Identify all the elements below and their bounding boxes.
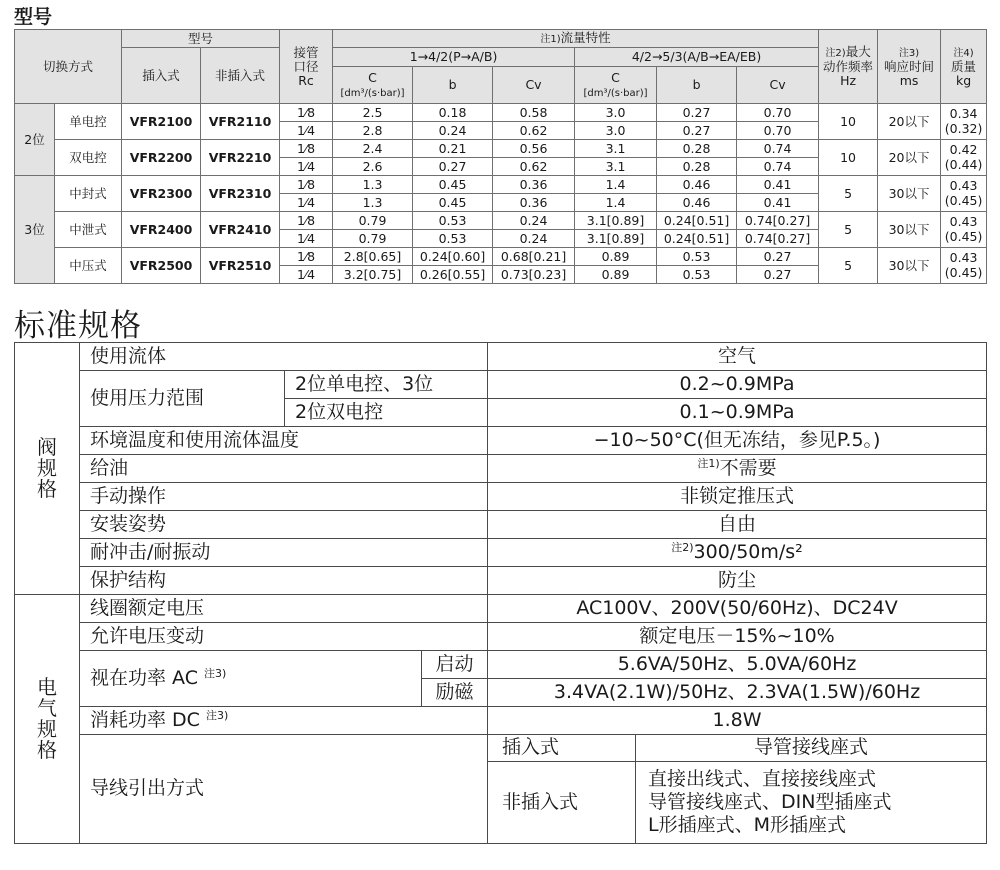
spec-row-fluid xyxy=(15,343,987,371)
flow-c-2: 3.1[0.89] xyxy=(575,212,657,230)
power-dc-label: 消耗功率 DC $^{注3)}$ xyxy=(80,707,488,735)
response-time: 30以下 xyxy=(878,248,941,284)
mass-alt-value: (0.45) xyxy=(944,264,983,280)
port-size: 1⁄4 xyxy=(280,266,333,284)
impact-value: $^{注2)}$300/50m/s² xyxy=(488,539,987,567)
flow-c-1: 0.79 xyxy=(333,212,413,230)
flow-c-2: 0.89 xyxy=(575,248,657,266)
spec-row-power-dc xyxy=(15,707,987,735)
flow-cv-1: 0.68[0.21] xyxy=(493,248,575,266)
model-plug-in: VFR2400 xyxy=(122,212,201,248)
flow-c-1: 2.8 xyxy=(333,122,413,140)
port-size: 1⁄4 xyxy=(280,122,333,140)
apparent-power-sub2: 励磁 xyxy=(422,679,488,707)
lubrication-label: 给油 xyxy=(80,455,488,483)
mass-alt-value: (0.45) xyxy=(944,228,983,244)
coil-voltage-label: 线圈额定电压 xyxy=(80,595,488,623)
model-non-plug-in: VFR2110 xyxy=(201,104,280,140)
flow-b-1: 0.24 xyxy=(413,122,493,140)
spec-row-mounting xyxy=(15,511,987,539)
flow-b-2: 0.24[0.51] xyxy=(657,230,737,248)
mass-alt-value: (0.44) xyxy=(944,156,983,172)
flow-c-1: 2.4 xyxy=(333,140,413,158)
apparent-power-label: 视在功率 AC $^{注3)}$ xyxy=(80,651,422,707)
category-valve: 阀 规 格 xyxy=(15,343,80,595)
flow-cv-2: 0.74 xyxy=(737,158,819,176)
mass-value: 0.34 xyxy=(949,106,978,122)
model-row xyxy=(15,140,987,158)
spec-row-pressure-1 xyxy=(15,371,987,399)
flow-b-2: 0.53 xyxy=(657,266,737,284)
mass xyxy=(941,248,987,284)
spec-row-voltage-fluct xyxy=(15,623,987,651)
flow-c-2: 3.1 xyxy=(575,158,657,176)
header-non-plug-in: 非插入式 xyxy=(201,48,280,104)
impact-label: 耐冲击/耐振动 xyxy=(80,539,488,567)
pressure-value2: 0.1~0.9MPa xyxy=(488,399,987,427)
flow-c-1: 2.6 xyxy=(333,158,413,176)
model-row xyxy=(15,212,987,230)
header-switch-method: 切换方式 xyxy=(15,30,122,104)
model-table xyxy=(14,29,987,284)
mass xyxy=(941,212,987,248)
flow-c-2: 3.0 xyxy=(575,122,657,140)
header-max-frequency: 注2)最大 动作频率 Hz xyxy=(819,30,878,104)
wiring-line: 直接出线式、直接接线座式 xyxy=(648,767,877,790)
header-cv-2: Cv xyxy=(737,67,819,104)
flow-c-1: 1.3 xyxy=(333,194,413,212)
model-plug-in: VFR2200 xyxy=(122,140,201,176)
header-c-1: C [dm³/(s·bar)] xyxy=(333,67,413,104)
flow-b-1: 0.26[0.55] xyxy=(413,266,493,284)
max-frequency: 5 xyxy=(819,176,878,212)
wiring-value2 xyxy=(636,762,987,844)
flow-cv-1: 0.58 xyxy=(493,104,575,122)
flow-c-1: 1.3 xyxy=(333,176,413,194)
port-size: 1⁄4 xyxy=(280,158,333,176)
port-size: 1⁄8 xyxy=(280,212,333,230)
mass-alt-value: (0.45) xyxy=(944,192,983,208)
model-plug-in: VFR2100 xyxy=(122,104,201,140)
max-frequency: 10 xyxy=(819,104,878,140)
model-row xyxy=(15,248,987,266)
enclosure-label: 保护结构 xyxy=(80,567,488,595)
position-group: 2位 xyxy=(15,104,55,176)
category-electrical: 电 气 规 格 xyxy=(15,595,80,844)
spec-row-apparent-power-1 xyxy=(15,651,987,679)
flow-c-2: 0.89 xyxy=(575,266,657,284)
flow-c-1: 2.5 xyxy=(333,104,413,122)
wiring-sub2: 非插入式 xyxy=(488,762,636,844)
coil-voltage-value: AC100V、200V(50/60Hz)、DC24V xyxy=(488,595,987,623)
flow-b-2: 0.24[0.51] xyxy=(657,212,737,230)
flow-cv-1: 0.56 xyxy=(493,140,575,158)
manual-label: 手动操作 xyxy=(80,483,488,511)
flow-cv-2: 0.74[0.27] xyxy=(737,230,819,248)
flow-cv-2: 0.41 xyxy=(737,176,819,194)
pressure-label: 使用压力范围 xyxy=(80,371,285,427)
mounting-value: 自由 xyxy=(488,511,987,539)
response-time: 20以下 xyxy=(878,140,941,176)
flow-cv-2: 0.27 xyxy=(737,266,819,284)
port-size: 1⁄8 xyxy=(280,176,333,194)
port-size: 1⁄8 xyxy=(280,140,333,158)
flow-b-1: 0.53 xyxy=(413,212,493,230)
wiring-label: 导线引出方式 xyxy=(80,735,488,844)
header-model: 型号 xyxy=(122,30,280,48)
flow-c-1: 3.2[0.75] xyxy=(333,266,413,284)
manual-value: 非锁定推压式 xyxy=(488,483,987,511)
port-size: 1⁄8 xyxy=(280,104,333,122)
mass-value: 0.43 xyxy=(949,178,978,194)
fluid-label: 使用流体 xyxy=(80,343,488,371)
pressure-sub2: 2位双电控 xyxy=(285,399,488,427)
mass xyxy=(941,176,987,212)
flow-b-1: 0.21 xyxy=(413,140,493,158)
header-c-2: C [dm³/(s·bar)] xyxy=(575,67,657,104)
power-dc-value: 1.8W xyxy=(488,707,987,735)
spec-section-title: 标准规格 xyxy=(14,308,142,344)
flow-b-2: 0.28 xyxy=(657,140,737,158)
flow-b-2: 0.27 xyxy=(657,104,737,122)
wiring-line: 导管接线座式、DIN型插座式 xyxy=(648,790,892,813)
actuation-type: 双电控 xyxy=(55,140,122,176)
port-size: 1⁄4 xyxy=(280,230,333,248)
header-cv-1: Cv xyxy=(493,67,575,104)
apparent-power-value1: 5.6VA/50Hz、5.0VA/60Hz xyxy=(488,651,987,679)
max-frequency: 10 xyxy=(819,140,878,176)
actuation-type: 单电控 xyxy=(55,104,122,140)
temperature-value: −10~50°C(但无冻结，参见P.5。) xyxy=(488,427,987,455)
mounting-label: 安装姿势 xyxy=(80,511,488,539)
mass xyxy=(941,104,987,140)
model-section-title: 型号 xyxy=(14,6,53,28)
flow-cv-1: 0.24 xyxy=(493,212,575,230)
flow-b-2: 0.46 xyxy=(657,194,737,212)
model-row xyxy=(15,104,987,122)
flow-b-1: 0.27 xyxy=(413,158,493,176)
header-b-2: b xyxy=(657,67,737,104)
wiring-line: L形插座式、M形插座式 xyxy=(648,814,846,837)
flow-cv-1: 0.62 xyxy=(493,122,575,140)
actuation-type: 中压式 xyxy=(55,248,122,284)
model-plug-in: VFR2300 xyxy=(122,176,201,212)
flow-cv-2: 0.27 xyxy=(737,248,819,266)
port-size: 1⁄4 xyxy=(280,194,333,212)
flow-cv-1: 0.24 xyxy=(493,230,575,248)
flow-cv-2: 0.70 xyxy=(737,122,819,140)
header-flow: 注1)流量特性 xyxy=(333,30,819,48)
max-frequency: 5 xyxy=(819,248,878,284)
max-frequency: 5 xyxy=(819,212,878,248)
model-row xyxy=(15,176,987,194)
spec-row-temperature xyxy=(15,427,987,455)
spec-row-impact xyxy=(15,539,987,567)
wiring-value1: 导管接线座式 xyxy=(636,735,987,762)
flow-c-2: 1.4 xyxy=(575,176,657,194)
mass-value: 0.42 xyxy=(949,142,978,158)
wiring-sub1: 插入式 xyxy=(488,735,636,762)
port-size: 1⁄8 xyxy=(280,248,333,266)
voltage-fluct-label: 允许电压变动 xyxy=(80,623,488,651)
header-b-1: b xyxy=(413,67,493,104)
flow-c-2: 3.1 xyxy=(575,140,657,158)
header-flow-b: 4/2→5/3(A/B→EA/EB) xyxy=(575,48,819,67)
flow-cv-2: 0.70 xyxy=(737,104,819,122)
voltage-fluct-value: 额定电压－15%~10% xyxy=(488,623,987,651)
model-non-plug-in: VFR2410 xyxy=(201,212,280,248)
fluid-value: 空气 xyxy=(488,343,987,371)
flow-b-1: 0.18 xyxy=(413,104,493,122)
header-flow-a: 1→4/2(P→A/B) xyxy=(333,48,575,67)
flow-c-2: 3.1[0.89] xyxy=(575,230,657,248)
flow-b-1: 0.45 xyxy=(413,176,493,194)
model-plug-in: VFR2500 xyxy=(122,248,201,284)
flow-cv-2: 0.41 xyxy=(737,194,819,212)
flow-cv-1: 0.36 xyxy=(493,194,575,212)
flow-b-1: 0.53 xyxy=(413,230,493,248)
temperature-label: 环境温度和使用流体温度 xyxy=(80,427,488,455)
flow-c-2: 3.0 xyxy=(575,104,657,122)
header-response-time: 注3) 响应时间 ms xyxy=(878,30,941,104)
response-time: 20以下 xyxy=(878,104,941,140)
mass-alt-value: (0.32) xyxy=(944,120,983,136)
model-non-plug-in: VFR2210 xyxy=(201,140,280,176)
apparent-power-sub1: 启动 xyxy=(422,651,488,679)
header-mass: 注4) 质量 kg xyxy=(941,30,987,104)
position-group: 3位 xyxy=(15,176,55,284)
spec-row-coil-voltage xyxy=(15,595,987,623)
response-time: 30以下 xyxy=(878,176,941,212)
mass-value: 0.43 xyxy=(949,214,978,230)
flow-b-2: 0.53 xyxy=(657,248,737,266)
flow-c-2: 1.4 xyxy=(575,194,657,212)
model-table-body xyxy=(15,104,987,284)
actuation-type: 中封式 xyxy=(55,176,122,212)
apparent-power-value2: 3.4VA(2.1W)/50Hz、2.3VA(1.5W)/60Hz xyxy=(488,679,987,707)
spec-row-lubrication xyxy=(15,455,987,483)
model-non-plug-in: VFR2310 xyxy=(201,176,280,212)
flow-cv-2: 0.74[0.27] xyxy=(737,212,819,230)
response-time: 30以下 xyxy=(878,212,941,248)
mass-value: 0.43 xyxy=(949,250,978,266)
actuation-type: 中泄式 xyxy=(55,212,122,248)
flow-b-2: 0.27 xyxy=(657,122,737,140)
pressure-sub1: 2位单电控、3位 xyxy=(285,371,488,399)
spec-row-enclosure xyxy=(15,567,987,595)
flow-cv-1: 0.62 xyxy=(493,158,575,176)
spec-table xyxy=(14,342,987,844)
flow-b-2: 0.28 xyxy=(657,158,737,176)
model-non-plug-in: VFR2510 xyxy=(201,248,280,284)
flow-cv-1: 0.36 xyxy=(493,176,575,194)
header-port-size: 接管 口径 Rc xyxy=(280,30,333,104)
header-plug-in: 插入式 xyxy=(122,48,201,104)
flow-b-1: 0.24[0.60] xyxy=(413,248,493,266)
flow-b-2: 0.46 xyxy=(657,176,737,194)
mass xyxy=(941,140,987,176)
flow-c-1: 2.8[0.65] xyxy=(333,248,413,266)
pressure-value1: 0.2~0.9MPa xyxy=(488,371,987,399)
flow-b-1: 0.45 xyxy=(413,194,493,212)
flow-cv-2: 0.74 xyxy=(737,140,819,158)
flow-cv-1: 0.73[0.23] xyxy=(493,266,575,284)
enclosure-value: 防尘 xyxy=(488,567,987,595)
flow-c-1: 0.79 xyxy=(333,230,413,248)
lubrication-value: $^{注1)}$不需要 xyxy=(488,455,987,483)
spec-row-wiring-1 xyxy=(15,735,987,762)
spec-row-manual xyxy=(15,483,987,511)
